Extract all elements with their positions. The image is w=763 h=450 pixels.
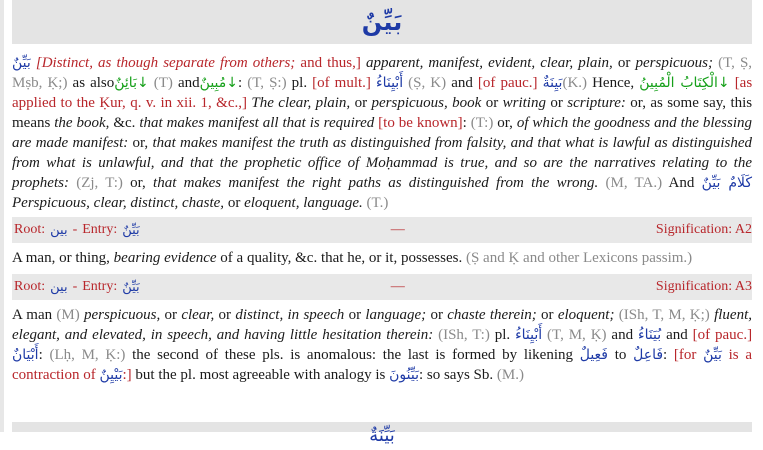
connector: to bbox=[614, 347, 627, 363]
meaning-text: perspicuous, book bbox=[371, 95, 482, 111]
arabic-word: أَبْيِنَاءُ bbox=[515, 327, 543, 343]
source-ref: (T, M, Ḳ) bbox=[547, 327, 607, 343]
next-entry-title bbox=[12, 422, 752, 446]
connector: &c. bbox=[113, 115, 136, 131]
bracket-note: [to be known] bbox=[378, 115, 463, 131]
sig-meaning: clear, bbox=[181, 307, 215, 323]
source-ref: (Lḥ, M, Ḳ:) bbox=[49, 347, 126, 363]
sig-meaning: language; bbox=[365, 307, 427, 323]
conjunction: or, bbox=[497, 115, 513, 131]
source-ref: (M) bbox=[56, 307, 80, 323]
entry-title-text: بَيِّنٌ bbox=[361, 8, 403, 36]
meaning-text: eloquent, language. bbox=[244, 195, 363, 211]
root-label: Root: bbox=[14, 222, 46, 237]
source-ref: (M, TA.) bbox=[605, 175, 663, 191]
entry-paragraph bbox=[12, 53, 752, 213]
meaning-text: perspicuous; bbox=[635, 55, 713, 71]
sig-meaning: chaste therein; bbox=[447, 307, 537, 323]
plural-marker: pl. bbox=[494, 327, 511, 343]
conjunction: or bbox=[348, 307, 362, 323]
source-ref: (Ṣ, K) bbox=[408, 75, 447, 91]
conjunction: And bbox=[668, 175, 695, 191]
meaning-text: scripture: bbox=[567, 95, 626, 111]
root-link[interactable]: بين bbox=[50, 222, 68, 238]
sig-text: A man bbox=[12, 307, 53, 323]
signification-a3-text bbox=[12, 305, 752, 385]
sig-meaning: eloquent; bbox=[557, 307, 615, 323]
entry-link[interactable]: بَيِّنٌ bbox=[122, 222, 140, 238]
conjunction: or bbox=[617, 55, 631, 71]
gloss-bracket: [Distinct, as though separate from others; bbox=[35, 55, 296, 71]
meaning-text: The clear, plain, bbox=[251, 95, 351, 111]
connector: Hence, bbox=[592, 75, 635, 91]
plural-note: [of mult.] bbox=[312, 75, 371, 91]
conjunction: or bbox=[227, 195, 241, 211]
separator: - bbox=[72, 279, 78, 294]
arabic-word: فَعِيلٌ bbox=[579, 347, 608, 363]
conjunction: or bbox=[430, 307, 443, 323]
signification-a2-text bbox=[12, 248, 752, 268]
arabic-link[interactable]: الْكِتَابُ الْمُبِينُ↓ bbox=[639, 75, 730, 91]
conjunction: or bbox=[485, 95, 499, 111]
arabic-word: بَيِنَةٌ bbox=[542, 75, 563, 91]
meaning-text: that makes manifest the truth as distinguished from falsity, and that what is lawful as distinguished from what is unlawful, and that the prophetic office of Moḥammad is true, and so are the narratives relating to the prophets: bbox=[12, 135, 753, 191]
root-link[interactable]: بين bbox=[50, 279, 68, 295]
meaning-text: writing bbox=[502, 95, 546, 111]
arabic-word: فَاعِلٌ bbox=[633, 347, 664, 363]
arabic-link[interactable]: بَائِنٌ↓ bbox=[114, 75, 149, 91]
plural-note: [of pauc.] bbox=[477, 75, 538, 91]
plural-note: [of pauc.] bbox=[692, 327, 753, 343]
conjunction: or, bbox=[130, 175, 146, 191]
arabic-word: كَلَامٌ بَيِّنٌ bbox=[701, 175, 753, 191]
source-ref: (T, Ṣ, Mṣb, Ḳ;) bbox=[12, 55, 753, 91]
source-ref: (T.) bbox=[366, 195, 389, 211]
punct: : bbox=[663, 347, 668, 363]
source-ref: (T) bbox=[153, 75, 173, 91]
conjunction: or bbox=[218, 307, 232, 323]
meaning-text: apparent, manifest, evident, clear, plain, bbox=[366, 55, 613, 71]
meaning-text: of which the goodness and the blessing are made manifest: bbox=[12, 115, 753, 151]
arabic-word: أَبْيَانٌ bbox=[12, 347, 39, 363]
sig-meaning: distinct, in speech bbox=[235, 307, 345, 323]
left-scroll-edge bbox=[0, 0, 4, 432]
entry-title bbox=[12, 0, 752, 44]
conjunction: or bbox=[550, 95, 563, 111]
entry-label: Entry: bbox=[82, 279, 118, 294]
sig-text: A man, or thing, bbox=[12, 250, 110, 266]
headword: بَيِّنٌ bbox=[12, 55, 31, 71]
arabic-link[interactable]: مُبِينٌ↓ bbox=[199, 75, 238, 91]
sig-meaning: perspicuous, bbox=[84, 307, 161, 323]
source-ref: (Ṣ and Ḳ and other Lexicons passim.) bbox=[465, 250, 693, 266]
source-ref: (Zj, T:) bbox=[76, 175, 123, 191]
connector: as also bbox=[72, 75, 115, 91]
bracket-note: :] bbox=[122, 367, 132, 383]
source-ref: (K.) bbox=[562, 75, 588, 91]
sig-meaning: bearing evidence bbox=[113, 250, 217, 266]
entry-label: Entry: bbox=[82, 222, 118, 237]
source-ref: (T:) bbox=[470, 115, 494, 131]
arabic-word: أَبْيِنَاءُ bbox=[376, 75, 404, 91]
source-ref: (ISh, T:) bbox=[438, 327, 490, 343]
source-ref: (M.) bbox=[496, 367, 524, 383]
applied-note: [as applied to the Ḳur, q. v. in xii. 1, &c.,] bbox=[12, 75, 753, 111]
arabic-word: بَيِّنُونَ bbox=[389, 367, 419, 383]
conjunction: or bbox=[541, 307, 554, 323]
sig-text: but the pl. most agreeable with analogy is bbox=[135, 367, 386, 383]
sig-text: of a quality, &c. that he, or it, possesses. bbox=[220, 250, 463, 266]
signification-label: Signification: A3 bbox=[655, 279, 752, 294]
meaning-text: Perspicuous, clear, distinct, chaste, bbox=[12, 195, 225, 211]
bracket-note: [for bbox=[673, 347, 697, 363]
center-dash: — bbox=[390, 222, 405, 237]
conjunction: and bbox=[451, 75, 473, 91]
meaning-text: the book, bbox=[54, 115, 110, 131]
signification-header-a3 bbox=[12, 274, 752, 300]
arabic-word: بَيِّنٌ bbox=[703, 347, 722, 363]
source-ref: (ISh, T, M, Ḳ;) bbox=[618, 307, 710, 323]
separator: - bbox=[72, 222, 78, 237]
arabic-word: بُيَنَاءُ bbox=[637, 327, 662, 343]
signification-label: Signification: A2 bbox=[655, 222, 752, 237]
conjunction: and bbox=[666, 327, 688, 343]
sig-meaning: fluent, elegant, and elevated, in speech, and having little hesitation therein: bbox=[12, 307, 753, 343]
bracket-note: is a contraction of bbox=[12, 347, 753, 383]
meaning-text: that makes manifest the right paths as distinguished from the wrong. bbox=[153, 175, 599, 191]
arabic-word: بَيْيِنٌ bbox=[99, 367, 123, 383]
punct: : bbox=[462, 115, 467, 131]
conjunction: or bbox=[164, 307, 178, 323]
conjunction: and bbox=[177, 75, 200, 91]
conjunction: or, bbox=[132, 135, 149, 151]
conjunction: or bbox=[354, 95, 368, 111]
sig-text: the second of these pls. is anomalous: the last is formed by likening bbox=[132, 347, 573, 363]
punct: : bbox=[38, 347, 43, 363]
entry-link[interactable]: بَيِّنٌ bbox=[122, 279, 140, 295]
sig-text: : so says Sb. bbox=[418, 367, 494, 383]
connector: or, as some say, this means bbox=[12, 95, 753, 131]
next-entry-title-text: بَيِّنَةٌ bbox=[369, 425, 395, 446]
punct: : bbox=[238, 75, 243, 91]
root-label: Root: bbox=[14, 279, 46, 294]
dictionary-content bbox=[12, 0, 752, 385]
plural-marker: pl. bbox=[291, 75, 308, 91]
center-dash: — bbox=[390, 279, 405, 294]
source-ref: (T, Ṣ:) bbox=[247, 75, 287, 91]
gloss-and-thus: and thus,] bbox=[300, 55, 361, 71]
meaning-text: that makes manifest all that is required bbox=[139, 115, 375, 131]
signification-header-a2 bbox=[12, 217, 752, 243]
conjunction: and bbox=[611, 327, 634, 343]
